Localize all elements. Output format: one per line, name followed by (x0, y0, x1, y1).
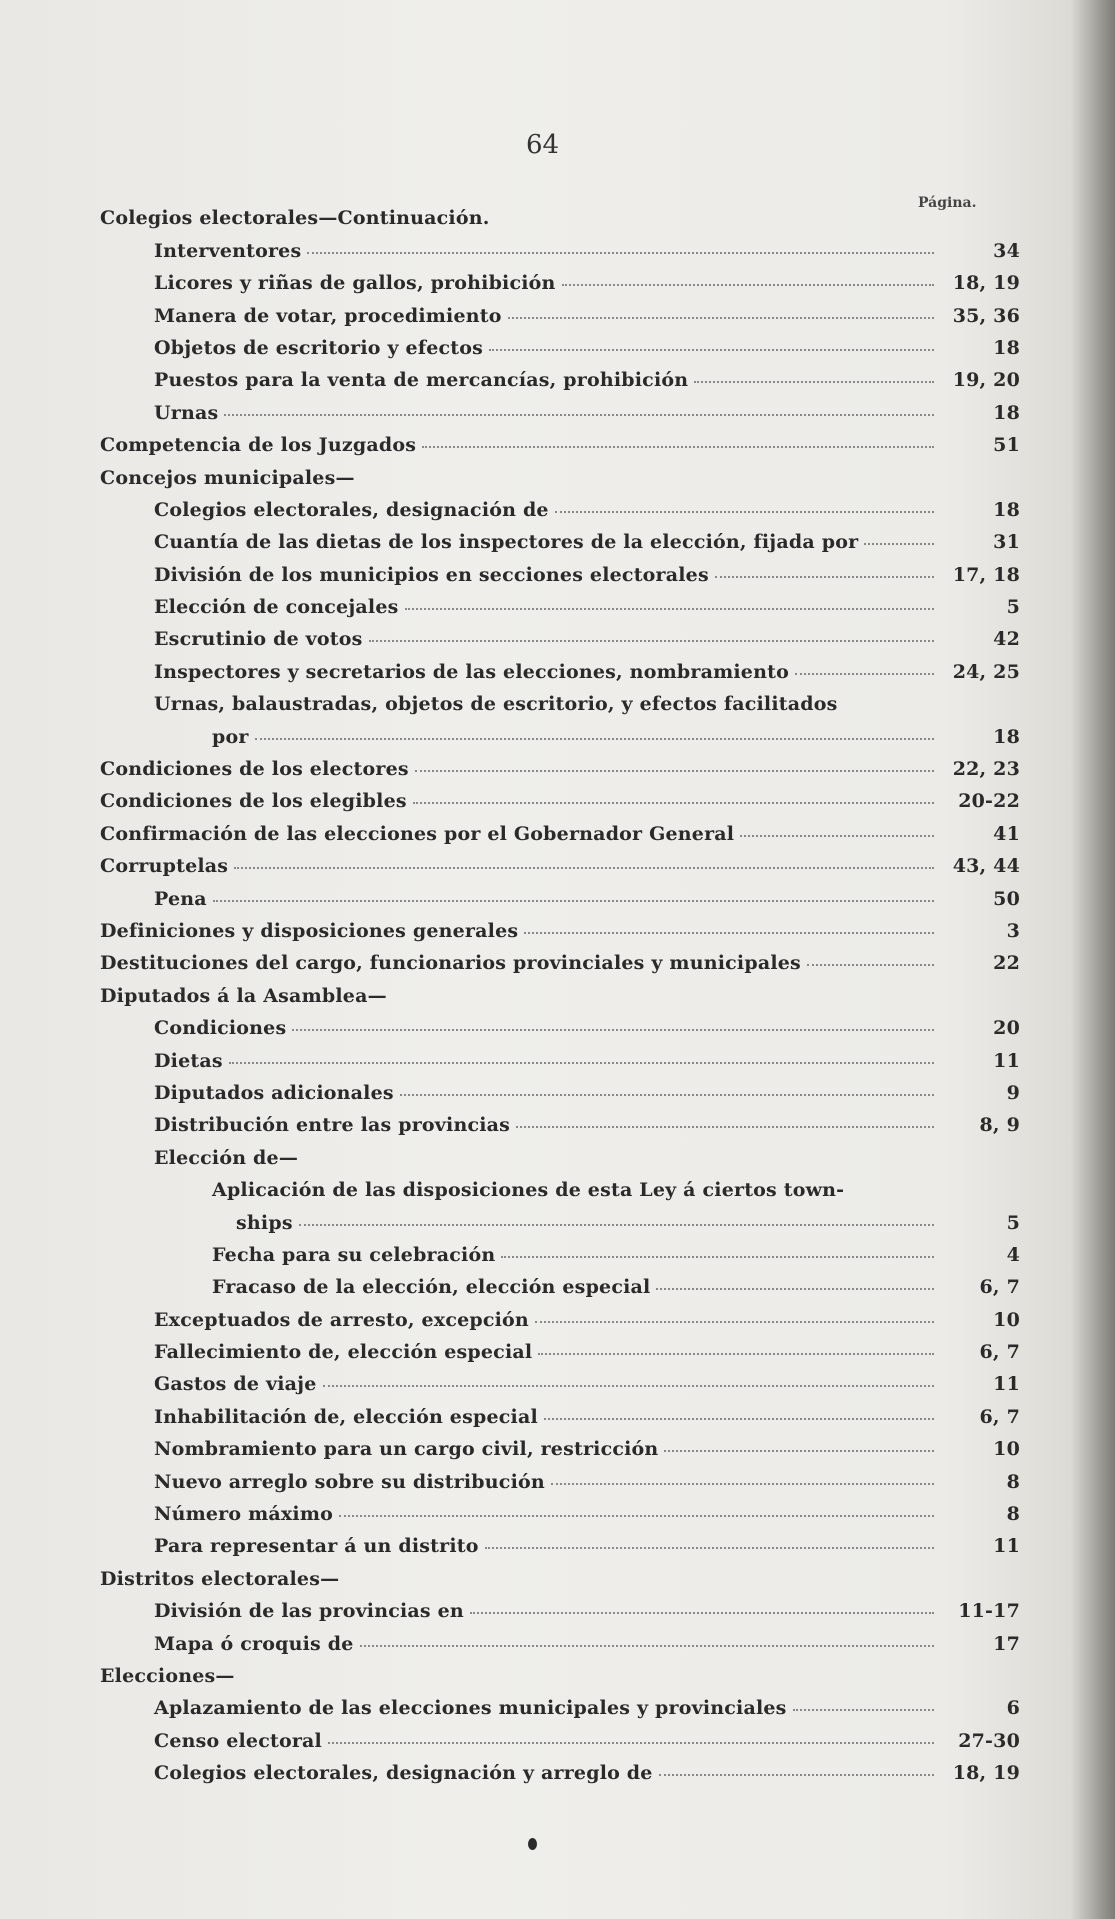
index-entry (100, 391, 1020, 423)
entry-page-ref: 18, 19 (952, 272, 1020, 295)
entry-page-ref: 34 (993, 239, 1020, 262)
entry-page-ref: 18 (993, 498, 1020, 521)
entry-page-ref: 6, 7 (979, 1405, 1020, 1428)
entry-label: Confirmación de las elecciones por el Gobernador General (100, 822, 735, 845)
dot-leader (535, 1321, 934, 1323)
entry-label: Competencia de los Juzgados (100, 434, 417, 457)
entry-page-ref: 9 (1006, 1081, 1020, 1104)
index-entry (100, 1395, 1020, 1427)
entry-label: por (212, 725, 249, 748)
index-entry (100, 650, 1020, 682)
index-entry (100, 1557, 1020, 1589)
entry-label: Interventores (154, 239, 302, 262)
entry-label: Condiciones de los electores (100, 758, 409, 781)
index-entry (100, 359, 1020, 391)
entry-page-ref: 10 (993, 1438, 1020, 1461)
dot-leader (234, 867, 934, 869)
entry-label: Fecha para su celebración (212, 1243, 496, 1266)
entry-label: Licores y riñas de gallos, prohibición (154, 272, 556, 295)
dot-leader (213, 900, 934, 902)
index-entry (100, 1363, 1020, 1395)
entry-page-ref: 3 (1006, 919, 1020, 942)
entry-label: Aplazamiento de las elecciones municipales y provinciales (154, 1697, 787, 1720)
index-entry (100, 812, 1020, 844)
entry-label: Manera de votar, procedimiento (154, 304, 502, 327)
index-entry (100, 1622, 1020, 1654)
entry-label: Censo electoral (154, 1729, 322, 1752)
index-entry (100, 715, 1020, 747)
index-entry (100, 489, 1020, 521)
dot-leader (413, 802, 934, 804)
entry-label: Elección de— (154, 1146, 299, 1169)
entry-label: ships (236, 1211, 293, 1234)
entry-page-ref: 17, 18 (952, 563, 1020, 586)
entry-page-ref: 8 (1006, 1470, 1020, 1493)
index-entry (100, 456, 1020, 488)
entry-page-ref: 20 (993, 1017, 1020, 1040)
entry-page-ref: 41 (993, 822, 1020, 845)
entry-page-ref: 22 (993, 952, 1020, 975)
index-entry (100, 262, 1020, 294)
entry-page-ref: 43, 44 (952, 855, 1020, 878)
entry-page-ref: 20-22 (958, 790, 1020, 813)
dot-leader (292, 1029, 934, 1031)
index-entry (100, 1331, 1020, 1363)
entry-page-ref: 50 (993, 887, 1020, 910)
entry-label: Dietas (154, 1049, 223, 1072)
index-entry (100, 1234, 1020, 1266)
dot-leader (485, 1547, 934, 1549)
index-entry (100, 1136, 1020, 1168)
entry-page-ref: 11 (993, 1535, 1020, 1558)
entry-label: Cuantía de las dietas de los inspectores de la elección, fijada por (154, 531, 859, 554)
dot-leader (795, 673, 934, 675)
dot-leader (864, 543, 934, 545)
entry-label: División de las provincias en (154, 1600, 464, 1623)
dot-leader (740, 835, 934, 837)
dot-leader (551, 1483, 934, 1485)
entry-page-ref: 19, 20 (952, 369, 1020, 392)
index-entry (100, 229, 1020, 261)
entry-label: Colegios electorales—Continuación. (100, 207, 490, 230)
entry-label: Urnas, balaustradas, objetos de escritorio, y efectos facilitados (154, 693, 838, 716)
index-entry (100, 1007, 1020, 1039)
index-entry (100, 845, 1020, 877)
index-entry (100, 1266, 1020, 1298)
dot-leader (470, 1612, 934, 1614)
entry-page-ref: 6, 7 (979, 1341, 1020, 1364)
entry-label: Fallecimiento de, elección especial (154, 1341, 533, 1364)
index-entry (100, 1525, 1020, 1557)
entry-page-ref: 8 (1006, 1503, 1020, 1526)
dot-leader (328, 1742, 934, 1744)
entry-label: Destituciones del cargo, funcionarios provinciales y municipales (100, 952, 801, 975)
index-entry (100, 1169, 1020, 1201)
dot-leader (422, 446, 934, 448)
column-header-pagina: Página. (918, 195, 977, 211)
dot-leader (224, 414, 934, 416)
entry-page-ref: 10 (993, 1308, 1020, 1331)
index-entry (100, 910, 1020, 942)
index-entry (100, 586, 1020, 618)
entry-page-ref: 27-30 (958, 1729, 1020, 1752)
dot-leader (489, 349, 934, 351)
entry-label: Colegios electorales, designación de (154, 498, 549, 521)
entry-label: Concejos municipales— (100, 466, 355, 489)
index-entry (100, 1201, 1020, 1233)
dot-leader (715, 576, 934, 578)
index-entry (100, 1493, 1020, 1525)
index-entry (100, 294, 1020, 326)
entry-page-ref: 42 (993, 628, 1020, 651)
index-entry (100, 1590, 1020, 1622)
entry-label: Objetos de escritorio y efectos (154, 336, 484, 359)
dot-leader (793, 1709, 934, 1711)
index-entry (100, 521, 1020, 553)
entry-page-ref: 22, 23 (952, 758, 1020, 781)
entry-page-ref: 11-17 (958, 1600, 1020, 1623)
index-entry (100, 618, 1020, 650)
index-entry (100, 424, 1020, 456)
index-entry (100, 748, 1020, 780)
dot-leader (656, 1288, 934, 1290)
entry-label: Urnas (154, 401, 219, 424)
entry-label: Número máximo (154, 1503, 334, 1526)
dot-leader (405, 608, 934, 610)
index-entry (100, 1298, 1020, 1330)
dot-leader (508, 317, 934, 319)
entry-label: Distribución entre las provincias (154, 1114, 511, 1137)
entry-label: Mapa ó croquis de (154, 1632, 354, 1655)
entry-label: Condiciones (154, 1017, 287, 1040)
dot-leader (664, 1450, 934, 1452)
entry-label: Elección de concejales (154, 596, 399, 619)
index-entry (100, 1428, 1020, 1460)
dot-leader (501, 1256, 934, 1258)
index-entry (100, 780, 1020, 812)
entry-page-ref: 8, 9 (979, 1114, 1020, 1137)
entry-label: Corruptelas (100, 855, 229, 878)
entry-label: Para representar á un distrito (154, 1535, 479, 1558)
entry-label: Colegios electorales, designación y arreglo de (154, 1762, 653, 1785)
entry-page-ref: 18 (993, 725, 1020, 748)
dot-leader (659, 1774, 934, 1776)
entry-page-ref: 4 (1006, 1243, 1020, 1266)
entry-label: Fracaso de la elección, elección especial (212, 1276, 651, 1299)
dot-leader (544, 1418, 934, 1420)
index-entry (100, 1460, 1020, 1492)
dot-leader (524, 932, 934, 934)
entry-page-ref: 11 (993, 1049, 1020, 1072)
index-entry (100, 1687, 1020, 1719)
entry-page-ref: 18 (993, 336, 1020, 359)
entry-label: Nombramiento para un cargo civil, restricción (154, 1438, 659, 1461)
dot-leader (694, 381, 934, 383)
dot-leader (807, 964, 934, 966)
entry-label: Puestos para la venta de mercancías, prohibición (154, 369, 689, 392)
entry-label: Exceptuados de arresto, excepción (154, 1308, 529, 1331)
index-entry (100, 553, 1020, 585)
entry-page-ref: 18 (993, 401, 1020, 424)
index-entry (100, 1655, 1020, 1687)
entry-label: Definiciones y disposiciones generales (100, 919, 519, 942)
index-entry (100, 683, 1020, 715)
dot-leader (255, 738, 934, 740)
entry-label: División de los municipios en secciones electorales (154, 563, 709, 586)
entry-page-ref: 35, 36 (952, 304, 1020, 327)
index-entry (100, 197, 1020, 229)
index-entry (100, 1072, 1020, 1104)
dot-leader (555, 511, 934, 513)
index-entry (100, 1039, 1020, 1071)
entry-label: Aplicación de las disposiciones de esta Ley á ciertos town- (212, 1179, 845, 1202)
page-number: 64 (525, 130, 560, 160)
entry-label: Pena (154, 887, 207, 910)
bullet-mark (528, 1838, 537, 1850)
entry-label: Diputados á la Asamblea— (100, 984, 387, 1007)
index-entry (100, 942, 1020, 974)
dot-leader (323, 1385, 934, 1387)
entry-label: Elecciones— (100, 1664, 235, 1687)
dot-leader (538, 1353, 934, 1355)
entry-page-ref: 18, 19 (952, 1762, 1020, 1785)
dot-leader (339, 1515, 934, 1517)
dot-leader (516, 1126, 934, 1128)
index-entry (100, 1104, 1020, 1136)
entry-page-ref: 31 (993, 531, 1020, 554)
entry-page-ref: 24, 25 (952, 660, 1020, 683)
entry-label: Condiciones de los elegibles (100, 790, 407, 813)
dot-leader (369, 640, 934, 642)
entry-page-ref: 6 (1006, 1697, 1020, 1720)
dot-leader (360, 1645, 935, 1647)
entry-label: Gastos de viaje (154, 1373, 317, 1396)
index-list (100, 197, 1020, 1784)
index-entry (100, 1752, 1020, 1784)
entry-label: Diputados adicionales (154, 1081, 394, 1104)
index-entry (100, 974, 1020, 1006)
entry-label: Nuevo arreglo sobre su distribución (154, 1470, 545, 1493)
index-entry (100, 327, 1020, 359)
entry-label: Escrutinio de votos (154, 628, 363, 651)
entry-label: Inhabilitación de, elección especial (154, 1405, 538, 1428)
dot-leader (562, 284, 934, 286)
entry-page-ref: 17 (993, 1632, 1020, 1655)
entry-page-ref: 6, 7 (979, 1276, 1020, 1299)
entry-label: Distritos electorales— (100, 1567, 340, 1590)
entry-label: Inspectores y secretarios de las elecciones, nombramiento (154, 660, 789, 683)
dot-leader (229, 1062, 934, 1064)
entry-page-ref: 51 (993, 434, 1020, 457)
entry-page-ref: 11 (993, 1373, 1020, 1396)
dot-leader (299, 1224, 934, 1226)
index-entry (100, 1719, 1020, 1751)
index-entry (100, 877, 1020, 909)
entry-page-ref: 5 (1006, 1211, 1020, 1234)
dot-leader (307, 252, 934, 254)
entry-page-ref: 5 (1006, 596, 1020, 619)
dot-leader (415, 770, 934, 772)
dot-leader (400, 1094, 934, 1096)
